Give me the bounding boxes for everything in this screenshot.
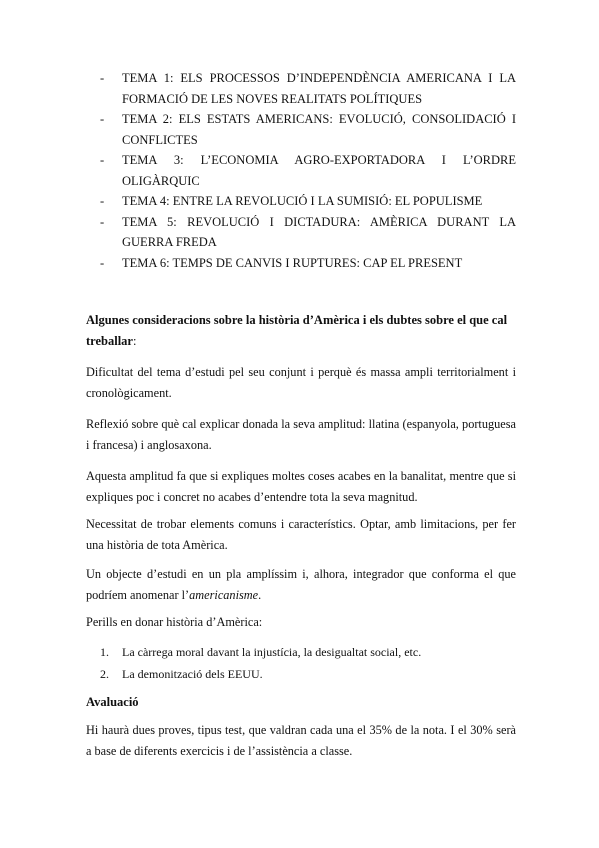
topic-text: TEMA 2: ELS ESTATS AMERICANS: EVOLUCIÓ, CONSOLIDACIÓ I CONFLICTES xyxy=(122,112,516,147)
paragraph: Aquesta amplitud fa que si expliques moltes coses acabes en la banalitat, mentre que si expliques poc i concret no acabes d’entendre tota la seva magnitud. xyxy=(86,469,516,504)
topic-text: TEMA 5: REVOLUCIÓ I DICTADURA: AMÈRICA DURANT LA GUERRA FREDA xyxy=(122,214,516,249)
list-text: La demonització dels EEUU. xyxy=(122,667,263,681)
topics-list xyxy=(100,68,516,273)
paragraph: Perills en donar història d’Amèrica: xyxy=(86,615,263,629)
list-dash: - xyxy=(100,153,105,167)
heading-colon: : xyxy=(132,334,137,348)
paragraph: Dificultat del tema d’estudi pel seu conjunt i perquè és massa ampli territorialment i cronològicament. xyxy=(86,365,516,400)
list-item xyxy=(100,663,500,685)
paragraph-text: Un objecte d’estudi en un pla amplíssim i, alhora, integrador que conforma el que podríem anomenar l’ xyxy=(86,567,516,602)
list-dash: - xyxy=(100,71,105,85)
emphasis-text: americanisme xyxy=(189,588,259,602)
topic-text: TEMA 1: ELS PROCESSOS D’INDEPENDÈNCIA AMERICANA I LA FORMACIÓ DE LES NOVES REALITATS POLÍTIQUES xyxy=(122,71,516,106)
list-number: 2. xyxy=(100,667,109,681)
risks-list xyxy=(100,641,500,685)
list-dash: - xyxy=(100,112,105,126)
list-dash: - xyxy=(100,255,105,270)
list-item xyxy=(100,191,516,212)
topic-text: TEMA 4: ENTRE LA REVOLUCIÓ I LA SUMISIÓ: EL POPULISME xyxy=(122,194,483,208)
evaluation-heading: Avaluació xyxy=(86,695,139,709)
paragraph: Necessitat de trobar elements comuns i característics. Optar, amb limitacions, per fer una història de tota Amèrica. xyxy=(86,517,516,552)
list-item xyxy=(100,109,516,150)
considerations-heading xyxy=(86,310,516,352)
heading-text: Algunes consideracions sobre la història d’Amèrica i els dubtes sobre el que cal treballar xyxy=(86,313,508,348)
list-dash: - xyxy=(100,194,105,208)
paragraph: Reflexió sobre què cal explicar donada la seva amplitud: llatina (espanyola, portuguesa i francesa) i anglosaxona. xyxy=(86,417,516,452)
list-dash: - xyxy=(100,214,105,229)
list-item xyxy=(100,150,516,191)
list-number: 1. xyxy=(100,645,109,659)
list-text: La càrrega moral davant la injustícia, la desigualtat social, etc. xyxy=(122,645,422,659)
topic-text: TEMA 3: L’ECONOMIA AGRO-EXPORTADORA I L’ORDRE OLIGÀRQUIC xyxy=(122,153,516,188)
paragraph-end: . xyxy=(258,588,262,602)
list-item xyxy=(100,641,500,663)
topic-text: TEMA 6: TEMPS DE CANVIS I RUPTURES: CAP EL PRESENT xyxy=(122,255,463,270)
list-item xyxy=(100,68,516,109)
paragraph xyxy=(86,564,516,606)
list-item xyxy=(100,253,516,274)
paragraph: Hi haurà dues proves, tipus test, que valdran cada una el 35% de la nota. I el 30% serà a base de diferents exercicis i de l’assistència a classe. xyxy=(86,723,516,758)
list-item xyxy=(100,212,516,253)
